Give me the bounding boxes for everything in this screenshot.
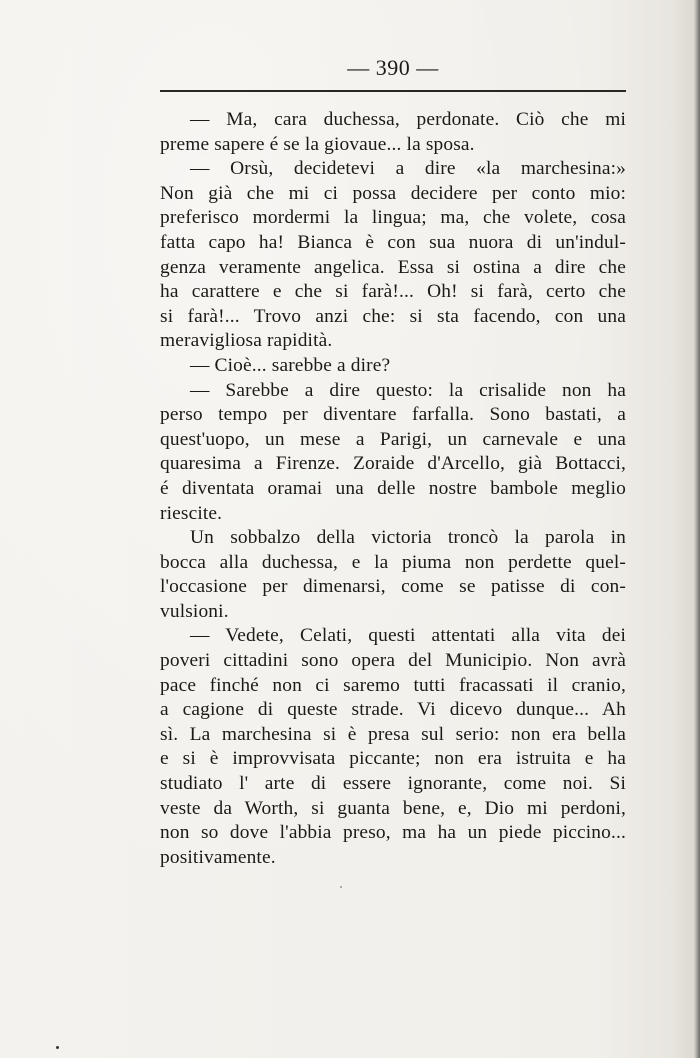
text-line: e si è improvvisata piccante; non era istruita e ha [160, 748, 626, 770]
text-line: preme sapere é se la giovaue... la sposa. [160, 133, 475, 155]
text-line: veste da Worth, si guanta bene, e, Dio mi perdoni, [160, 797, 626, 819]
text-line: ha carattere e che si farà!... Oh! si farà, certo che [160, 281, 626, 303]
text-line: poveri cittadini sono opera del Municipio. Non avrà [160, 650, 626, 672]
page-number: — 390 — [347, 55, 439, 80]
text-line: sì. La marchesina si è presa sul serio: non era bella [160, 723, 626, 745]
text-line: si farà!... Trovo anzi che: si sta facendo, con una [160, 305, 626, 327]
paper-speck [56, 1046, 59, 1049]
text-line: studiato l' arte di essere ignorante, come noi. Si [160, 773, 626, 795]
paper-speck [340, 886, 342, 888]
text-line: genza veramente angelica. Essa si ostina a dire che [160, 256, 626, 278]
text-line: — Cioè... sarebbe a dire? [190, 354, 391, 376]
text-line: — Sarebbe a dire questo: la crisalide non ha [190, 379, 626, 401]
text-line: Un sobbalzo della victoria troncò la parola in [190, 527, 626, 549]
text-line: quest'uopo, un mese a Parigi, un carnevale e una [160, 428, 626, 450]
page-edge-shadow [694, 0, 700, 1058]
text-line: l'occasione per dimenarsi, come se patisse di con- [160, 576, 626, 598]
text-line: positivamente. [160, 846, 276, 868]
text-line: quaresima a Firenze. Zoraide d'Arcello, già Bottacci, [160, 453, 626, 475]
text-line: non so dove l'abbia preso, ma ha un piede piccino... [160, 822, 626, 844]
text-line: — Vedete, Celati, questi attentati alla vita dei [190, 625, 626, 647]
text-line: a cagione di queste strade. Vi dicevo dunque... Ah [160, 699, 626, 721]
text-line: perso tempo per diventare farfalla. Sono bastati, a [160, 404, 626, 426]
text-line: preferisco mordermi la lingua; ma, che volete, cosa [160, 207, 626, 229]
text-line: fatta capo ha! Bianca è con sua nuora di un'indul- [160, 231, 626, 253]
text-line: — Ma, cara duchessa, perdonate. Ciò che mi [190, 109, 626, 130]
header-rule [160, 90, 626, 92]
body-text [160, 108, 626, 870]
text-line: Non già che mi ci possa decidere per conto mio: [160, 182, 626, 204]
text-line: meravigliosa rapidità. [160, 330, 333, 352]
text-line: — Orsù, decidetevi a dire «la marchesina:» [190, 158, 626, 180]
text-line: riescite. [160, 502, 223, 524]
text-line: bocca alla duchessa, e la piuma non perdette quel- [160, 551, 626, 573]
text-line: pace finché non ci saremo tutti fracassati il cranio, [160, 674, 626, 696]
text-line: vulsioni. [160, 600, 229, 622]
text-line: é diventata oramai una delle nostre bambole meglio [160, 477, 626, 499]
